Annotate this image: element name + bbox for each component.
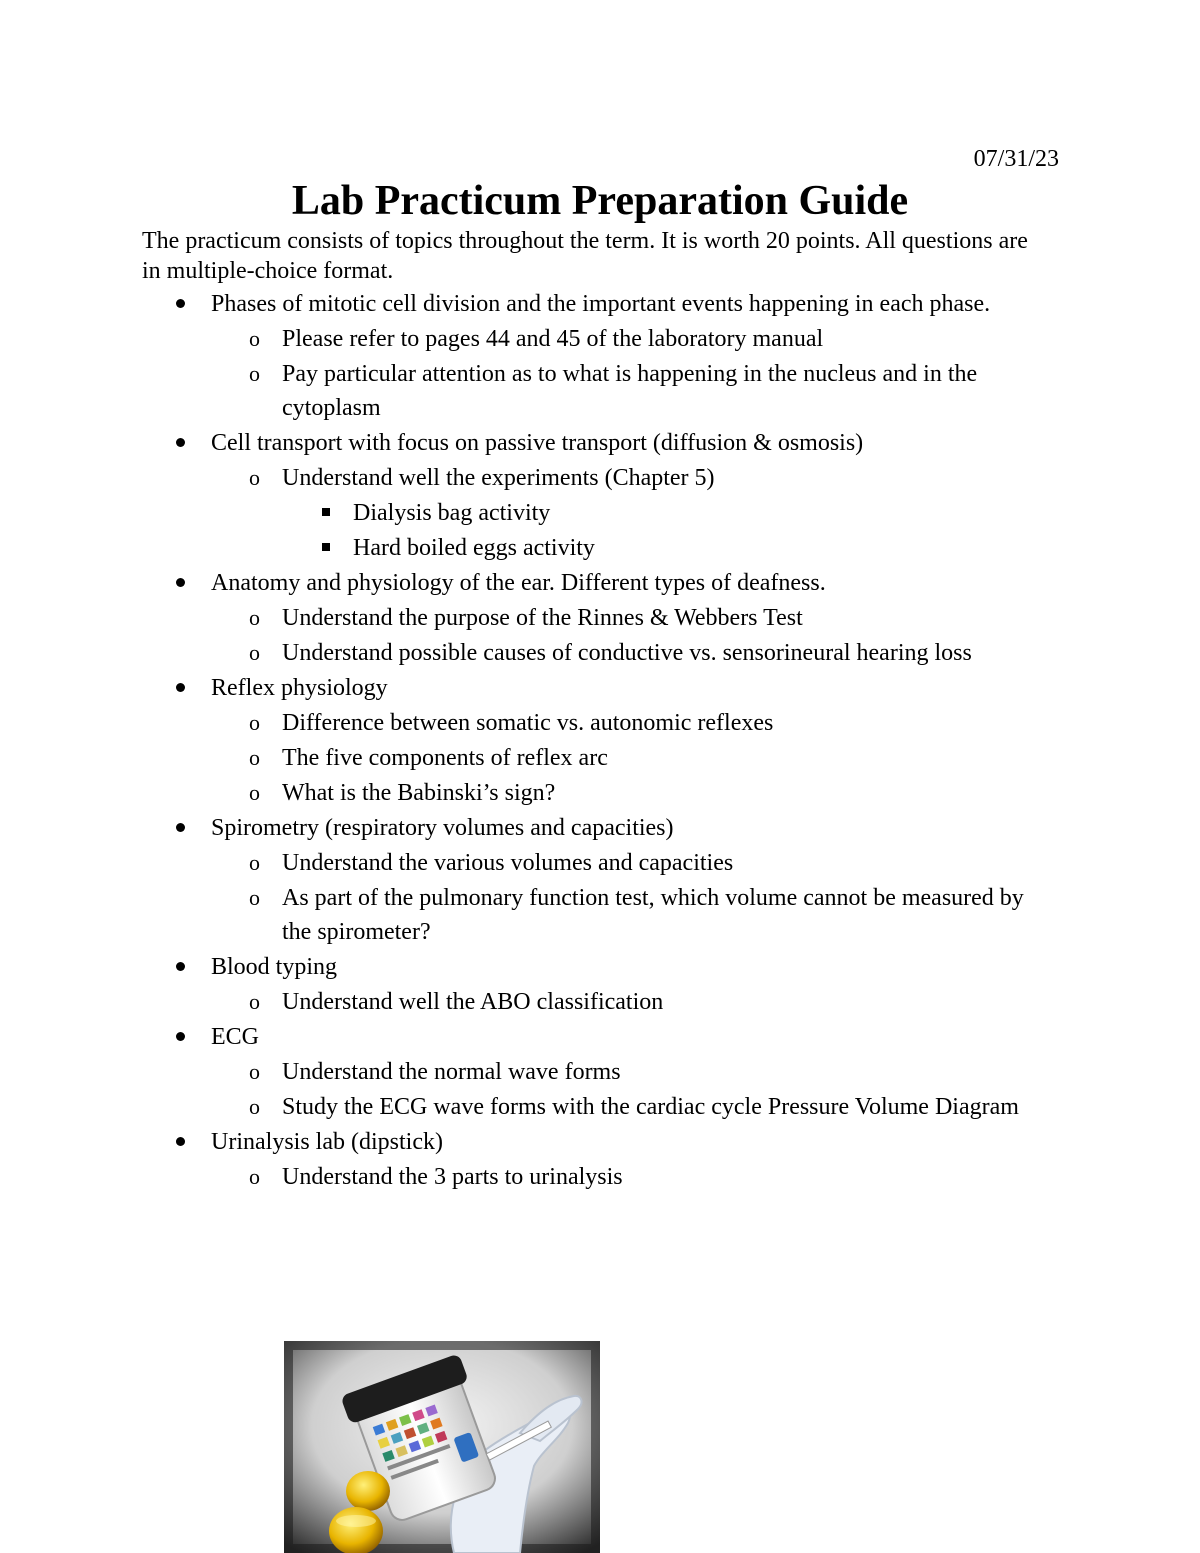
topic-item <box>211 426 1051 460</box>
bullet-circle-icon: o <box>249 745 260 770</box>
topic-item <box>211 566 1051 600</box>
subtopic-text: Understand possible causes of conductive vs. sensorineural hearing loss <box>282 640 972 666</box>
bullet-circle-icon: o <box>249 326 260 351</box>
subtopic-item <box>249 985 1052 1019</box>
topic-text: Anatomy and physiology of the ear. Different types of deafness. <box>211 570 826 596</box>
topic-text: Phases of mitotic cell division and the important events happening in each phase. <box>211 291 991 317</box>
bullet-circle-icon: o <box>249 850 260 875</box>
subtopic-text: Understand well the experiments (Chapter 5) <box>282 465 715 491</box>
bullet-dot-icon <box>176 1137 185 1146</box>
subtopic-text: Please refer to pages 44 and 45 of the laboratory manual <box>282 326 824 352</box>
subtopic-text: Understand the normal wave forms <box>282 1059 621 1085</box>
topic-item <box>211 1020 1051 1054</box>
topic-text: Blood typing <box>211 954 338 980</box>
topic-text: Urinalysis lab (dipstick) <box>211 1129 443 1155</box>
bullet-circle-icon: o <box>249 1094 260 1119</box>
topic-text: Cell transport with focus on passive transport (diffusion & osmosis) <box>211 430 864 456</box>
bullet-circle-icon: o <box>249 640 260 665</box>
topic-text: Spirometry (respiratory volumes and capacities) <box>211 815 674 841</box>
bullet-circle-icon: o <box>249 605 260 630</box>
subtopic-text: Difference between somatic vs. autonomic reflexes <box>282 710 774 736</box>
document-date: 07/31/23 <box>973 146 1059 172</box>
bullet-dot-icon <box>176 683 185 692</box>
intro-paragraph: The practicum consists of topics throughout the term. It is worth 20 points. All questions are in multiple-choice format. <box>142 228 1028 284</box>
detail-text: Dialysis bag activity <box>353 500 551 526</box>
subtopic-text: What is the Babinski’s sign? <box>282 780 556 806</box>
subtopic-text: Pay particular attention as to what is happening in the nucleus and in the cytoplasm <box>282 361 978 421</box>
detail-text: Hard boiled eggs activity <box>353 535 595 561</box>
bullet-circle-icon: o <box>249 465 260 490</box>
document-title: Lab Practicum Preparation Guide <box>291 178 909 224</box>
bullet-dot-icon <box>176 823 185 832</box>
subtopic-item <box>249 357 1052 425</box>
bullet-circle-icon: o <box>249 885 260 910</box>
subtopic-item <box>249 1160 1052 1194</box>
subtopic-item <box>249 461 1052 495</box>
bullet-circle-icon: o <box>249 780 260 805</box>
subtopic-text: As part of the pulmonary function test, which volume cannot be measured by the spirometer? <box>282 885 1024 945</box>
bullet-dot-icon <box>176 962 185 971</box>
subtopic-text: Understand well the ABO classification <box>282 989 664 1015</box>
topic-item <box>211 1125 1051 1159</box>
topic-item <box>211 287 1051 321</box>
subtopic-text: Understand the purpose of the Rinnes & Webbers Test <box>282 605 803 631</box>
subtopic-item <box>249 1090 1052 1124</box>
bullet-dot-icon <box>176 1032 185 1041</box>
bullet-dot-icon <box>176 438 185 447</box>
subtopic-item <box>249 776 1052 810</box>
subtopic-text: Understand the 3 parts to urinalysis <box>282 1164 623 1190</box>
bullet-circle-icon: o <box>249 1059 260 1084</box>
subtopic-item <box>249 636 1052 670</box>
subtopic-item <box>249 322 1052 356</box>
detail-item <box>353 531 1053 565</box>
subtopic-item <box>249 706 1052 740</box>
subtopic-item <box>249 1055 1052 1089</box>
bullet-circle-icon: o <box>249 1164 260 1189</box>
subtopic-text: Study the ECG wave forms with the cardiac cycle Pressure Volume Diagram <box>282 1094 1019 1120</box>
bullet-circle-icon: o <box>249 710 260 735</box>
bullet-square-icon <box>322 508 330 516</box>
subtopic-item <box>249 846 1052 880</box>
subtopic-text: The five components of reflex arc <box>282 745 608 771</box>
detail-item <box>353 496 1053 530</box>
topic-item <box>211 811 1051 845</box>
topic-text: ECG <box>211 1024 259 1050</box>
bullet-dot-icon <box>176 578 185 587</box>
subtopic-item <box>249 881 1052 949</box>
topic-item <box>211 950 1051 984</box>
bullet-square-icon <box>322 543 330 551</box>
topic-outline <box>0 286 1200 1194</box>
bullet-circle-icon: o <box>249 361 260 386</box>
subtopic-item <box>249 601 1052 635</box>
topic-text: Reflex physiology <box>211 675 388 701</box>
subtopic-text: Understand the various volumes and capacities <box>282 850 734 876</box>
subtopic-item <box>249 741 1052 775</box>
topic-item <box>211 671 1051 705</box>
bullet-circle-icon: o <box>249 989 260 1014</box>
bullet-dot-icon <box>176 299 185 308</box>
urinalysis-dipstick-photo <box>284 1341 600 1553</box>
